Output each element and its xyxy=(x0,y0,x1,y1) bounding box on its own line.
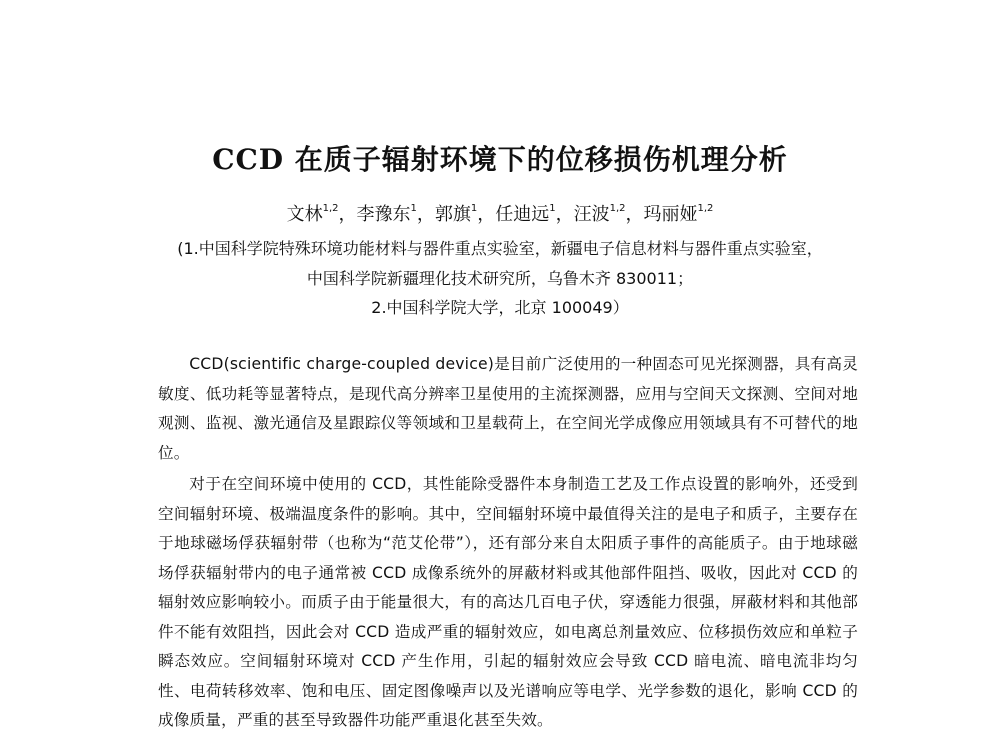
author-affiliation-mark: 1,2 xyxy=(322,203,339,214)
paper-title: CCD 在质子辐射环境下的位移损伤机理分析 xyxy=(212,143,788,176)
paragraph: 对于在空间环境中使用的 CCD，其性能除受器件本身制造工艺及工作点设置的影响外，还受到空间辐射环境、极端温度条件的影响。其中，空间辐射环境中最值得关注的是电子和质子，主要存在于地球磁场俘获辐射带（也称为“范艾伦带”），还有部分来自太阳质子事件的高能质子。由于地球磁场俘获辐射带内的电子通常被 CCD 成像系统外的屏蔽材料或其他部件阻挡、吸收，因此对 CCD 的辐射效应影响较小。而质子由于能量很大，有的高达几百电子伏，穿透能力很强，屏蔽材料和其他部件不能有效阻挡，因此会对 CCD 造成严重的辐射效应，如电离总剂量效应、位移损伤效应和单粒子瞬态效应。空间辐射环境对 CCD 产生作用，引起的辐射效应会导致 CCD 暗电流、暗电流非均匀性、电荷转移效率、饱和电压、固定图像噪声以及光谱响应等电学、光学参数的退化，影响 CCD 的成像质量，严重的甚至导致器件功能严重退化甚至失效。 xyxy=(158,475,858,729)
author-affiliation-mark: 1 xyxy=(470,203,478,214)
author: 李豫东$^1$ xyxy=(356,203,417,225)
affiliation-line: 中国科学院新疆理化技术研究所，乌鲁木齐 830011； xyxy=(306,269,694,288)
author-affiliation-mark: 1,2 xyxy=(609,203,626,214)
author: 文林$^{1,2}$ xyxy=(286,203,339,225)
author-affiliation-mark: 1 xyxy=(549,203,556,214)
body-text xyxy=(158,350,858,735)
author-separator: ， xyxy=(625,204,644,225)
author: 郭旗$^1$ xyxy=(434,203,478,225)
author-affiliation-mark: 1,2 xyxy=(697,203,714,214)
paragraph: CCD(scientific charge-coupled device)是目前广泛使用的一种固态可见光探测器，具有高灵敏度、低功耗等显著特点，是现代高分辨率卫星使用的主流探测器，应用与空间天文探测、空间对地观测、监视、激光通信及星跟踪仪等领域和卫星载荷上，在空间光学成像应用领域具有不可替代的地位。 xyxy=(158,355,858,462)
author-separator: ， xyxy=(477,204,496,225)
author: 汪波$^{1,2}$ xyxy=(573,203,626,225)
author: 任迪远$^1$ xyxy=(495,203,556,225)
author-list xyxy=(0,200,1000,226)
author-separator: ， xyxy=(338,204,357,225)
author: 玛丽娅$^{1,2}$ xyxy=(643,203,714,225)
author-affiliation-mark: 1 xyxy=(410,203,417,214)
author-separator: ， xyxy=(555,204,574,225)
affiliation-line: (1.中国科学院特殊环境功能材料与器件重点实验室，新疆电子信息材料与器件重点实验室， xyxy=(177,239,823,258)
affiliation-line: 2.中国科学院大学，北京 100049） xyxy=(371,298,629,317)
author-separator: ， xyxy=(416,204,435,225)
